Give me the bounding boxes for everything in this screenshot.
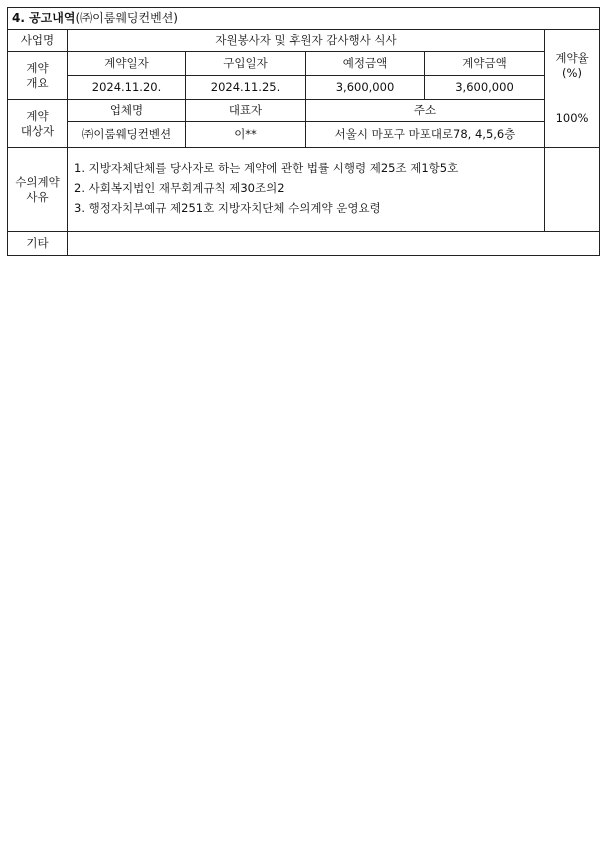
party-label: 계약 대상자 xyxy=(8,100,68,148)
contract-ratio-label: 계약율 xyxy=(555,51,589,65)
party-value-address: 서울시 마포구 마포대로78, 4,5,6층 xyxy=(306,122,545,148)
contract-ratio-unit: (%) xyxy=(562,66,582,80)
overview-label: 계약 개요 xyxy=(8,52,68,100)
party-value-company: ㈜이룸웨딩컨벤션 xyxy=(68,122,186,148)
reason-item: 3. 행정자치부예규 제251호 지방자치단체 수의계약 운영요령 xyxy=(74,201,381,215)
overview-value-estimated-amount: 3,600,000 xyxy=(306,76,425,100)
section-title-prefix: 4. 공고내역 xyxy=(12,11,76,25)
reason-empty-cell xyxy=(545,148,600,232)
contract-ratio-cell xyxy=(545,30,600,148)
contract-notice-table xyxy=(7,7,600,256)
reason-item: 1. 지방자체단체를 당사자로 하는 계약에 관한 법률 시행령 제25조 제1항5호 xyxy=(74,161,459,175)
overview-header-contract-date: 계약일자 xyxy=(68,52,186,76)
party-header-representative: 대표자 xyxy=(186,100,306,122)
section-title xyxy=(8,8,600,30)
overview-header-purchase-date: 구입일자 xyxy=(186,52,306,76)
overview-value-contract-amount: 3,600,000 xyxy=(425,76,545,100)
reason-list xyxy=(68,148,545,232)
business-name-label: 사업명 xyxy=(8,30,68,52)
party-value-representative: 이** xyxy=(186,122,306,148)
reason-label: 수의계약 사유 xyxy=(8,148,68,232)
party-header-address: 주소 xyxy=(306,100,545,122)
etc-value xyxy=(68,232,600,256)
overview-value-purchase-date: 2024.11.25. xyxy=(186,76,306,100)
notice-page xyxy=(7,7,599,256)
reason-item: 2. 사회복지법인 재무회계규칙 제30조의2 xyxy=(74,181,285,195)
party-header-company: 업체명 xyxy=(68,100,186,122)
etc-label: 기타 xyxy=(8,232,68,256)
contract-ratio-value: 100% xyxy=(555,111,589,125)
section-title-company: (㈜이룸웨딩컨벤션) xyxy=(75,11,178,25)
overview-value-contract-date: 2024.11.20. xyxy=(68,76,186,100)
business-name-value: 자원봉사자 및 후원자 감사행사 식사 xyxy=(68,30,545,52)
overview-header-contract-amount: 계약금액 xyxy=(425,52,545,76)
overview-header-estimated-amount: 예정금액 xyxy=(306,52,425,76)
